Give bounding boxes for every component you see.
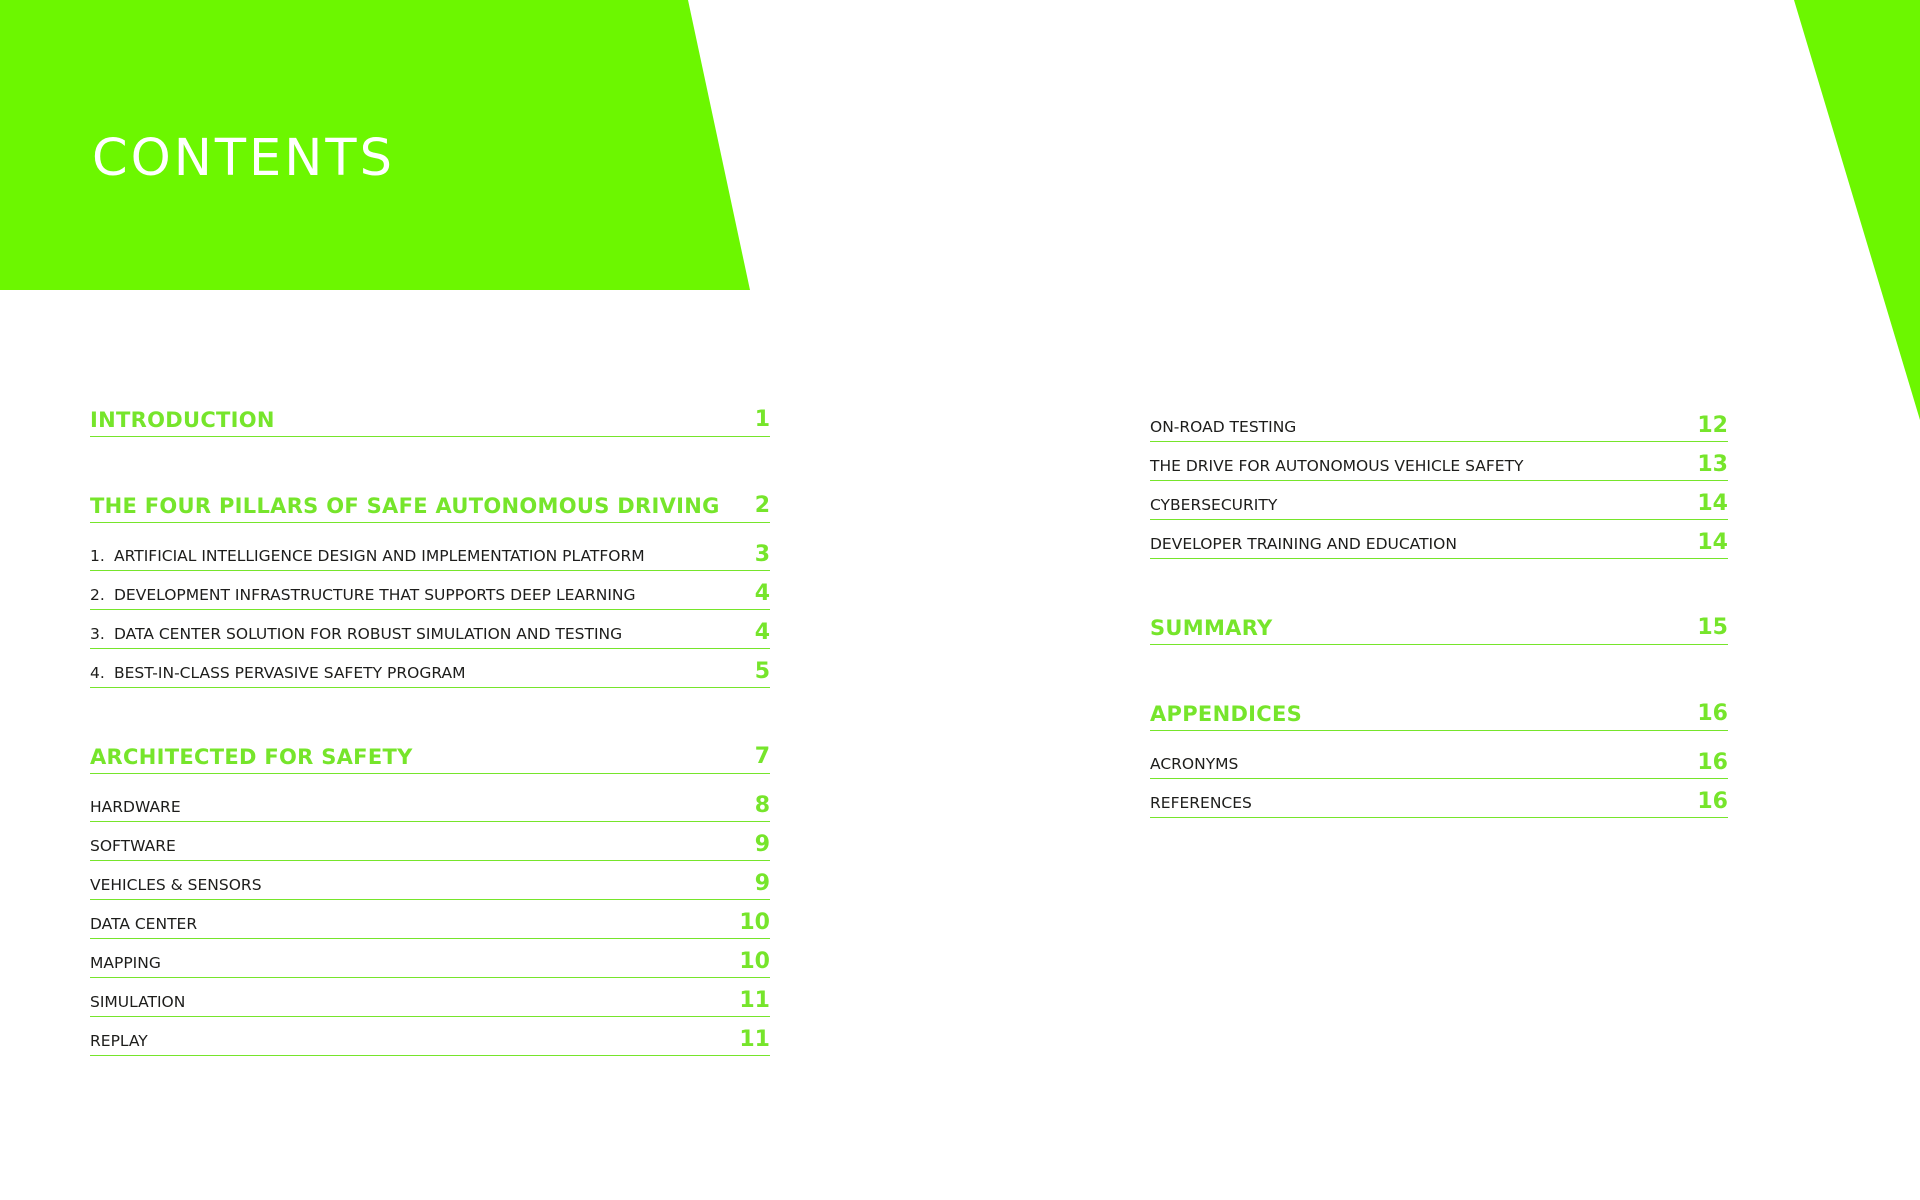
toc-item-label: DATA CENTER xyxy=(90,915,198,933)
section-spacer xyxy=(1150,645,1728,697)
section-spacer xyxy=(90,688,770,740)
toc-section-summary[interactable] xyxy=(1150,611,1728,645)
toc-section-title: SUMMARY xyxy=(1150,616,1273,640)
toc-item-cybersecurity[interactable] xyxy=(1150,481,1728,520)
toc-section-appendices[interactable] xyxy=(1150,697,1728,731)
toc-section-title: INTRODUCTION xyxy=(90,408,275,432)
toc-page-number: 10 xyxy=(739,910,770,935)
toc-item-simulation[interactable] xyxy=(90,978,770,1017)
toc-section-title: APPENDICES xyxy=(1150,702,1303,726)
toc-item-hardware[interactable] xyxy=(90,774,770,822)
toc-item-label: HARDWARE xyxy=(90,798,181,816)
toc-right-column xyxy=(1150,403,1728,818)
toc-page-number: 16 xyxy=(1697,750,1728,775)
section-spacer xyxy=(90,437,770,489)
toc-item-data-center-solution[interactable] xyxy=(90,610,770,649)
toc-page-number: 16 xyxy=(1697,789,1728,814)
toc-page-number: 15 xyxy=(1697,615,1728,640)
toc-item-label: ON-ROAD TESTING xyxy=(1150,418,1297,436)
toc-item-on-road-testing[interactable] xyxy=(1150,403,1728,442)
toc-item-acronyms[interactable] xyxy=(1150,731,1728,779)
toc-section-introduction[interactable] xyxy=(90,403,770,437)
toc-item-label: MAPPING xyxy=(90,954,161,972)
corner-accent-shape xyxy=(1780,0,1920,420)
toc-page-number: 4 xyxy=(754,620,770,645)
toc-item-label xyxy=(90,547,645,565)
toc-item-number: 1. xyxy=(90,547,105,565)
toc-page-number: 4 xyxy=(754,581,770,606)
toc-item-dev-infrastructure[interactable] xyxy=(90,571,770,610)
toc-item-ai-platform[interactable] xyxy=(90,523,770,571)
toc-item-data-center[interactable] xyxy=(90,900,770,939)
toc-item-label: SOFTWARE xyxy=(90,837,176,855)
toc-page-number: 14 xyxy=(1697,530,1728,555)
toc-page-number: 11 xyxy=(739,988,770,1013)
page-title: CONTENTS xyxy=(92,129,395,188)
toc-item-label: THE DRIVE FOR AUTONOMOUS VEHICLE SAFETY xyxy=(1150,457,1524,475)
toc-item-label: CYBERSECURITY xyxy=(1150,496,1278,514)
toc-item-text: BEST-IN-CLASS PERVASIVE SAFETY PROGRAM xyxy=(114,664,466,682)
toc-item-text: DATA CENTER SOLUTION FOR ROBUST SIMULATION AND TESTING xyxy=(114,625,623,643)
toc-page-number: 13 xyxy=(1697,452,1728,477)
toc-item-text: ARTIFICIAL INTELLIGENCE DESIGN AND IMPLEMENTATION PLATFORM xyxy=(114,547,645,565)
toc-page-number: 11 xyxy=(739,1027,770,1052)
toc-item-number: 3. xyxy=(90,625,105,643)
toc-item-drive-for-safety[interactable] xyxy=(1150,442,1728,481)
toc-item-label: VEHICLES & SENSORS xyxy=(90,876,262,894)
toc-page-number: 9 xyxy=(754,832,770,857)
toc-page-number: 2 xyxy=(754,493,770,518)
toc-item-software[interactable] xyxy=(90,822,770,861)
toc-item-references[interactable] xyxy=(1150,779,1728,818)
toc-item-label xyxy=(90,625,622,643)
toc-page-number: 8 xyxy=(754,793,770,818)
toc-page-number: 10 xyxy=(739,949,770,974)
toc-item-replay[interactable] xyxy=(90,1017,770,1056)
toc-section-four-pillars[interactable] xyxy=(90,489,770,523)
toc-item-mapping[interactable] xyxy=(90,939,770,978)
toc-item-label xyxy=(90,664,465,682)
toc-item-developer-training[interactable] xyxy=(1150,520,1728,559)
toc-item-number: 4. xyxy=(90,664,105,682)
toc-item-label: ACRONYMS xyxy=(1150,755,1239,773)
toc-item-safety-program[interactable] xyxy=(90,649,770,688)
toc-item-label xyxy=(90,586,636,604)
toc-item-label: REPLAY xyxy=(90,1032,148,1050)
toc-left-column xyxy=(90,403,770,1056)
toc-item-label: SIMULATION xyxy=(90,993,186,1011)
toc-page-number: 7 xyxy=(754,744,770,769)
toc-section-title: THE FOUR PILLARS OF SAFE AUTONOMOUS DRIVING xyxy=(90,494,720,518)
section-spacer xyxy=(1150,559,1728,611)
toc-page-number: 5 xyxy=(754,659,770,684)
toc-section-architected[interactable] xyxy=(90,740,770,774)
toc-item-label: REFERENCES xyxy=(1150,794,1252,812)
toc-page-number: 16 xyxy=(1697,701,1728,726)
toc-item-vehicles-sensors[interactable] xyxy=(90,861,770,900)
toc-section-title: ARCHITECTED FOR SAFETY xyxy=(90,745,413,769)
toc-page-number: 3 xyxy=(754,542,770,567)
toc-item-text: DEVELOPMENT INFRASTRUCTURE THAT SUPPORTS DEEP LEARNING xyxy=(114,586,636,604)
toc-item-label: DEVELOPER TRAINING AND EDUCATION xyxy=(1150,535,1457,553)
toc-page-number: 9 xyxy=(754,871,770,896)
toc-item-number: 2. xyxy=(90,586,105,604)
toc-page-number: 12 xyxy=(1697,413,1728,438)
toc-page-number: 1 xyxy=(754,407,770,432)
toc-page-number: 14 xyxy=(1697,491,1728,516)
